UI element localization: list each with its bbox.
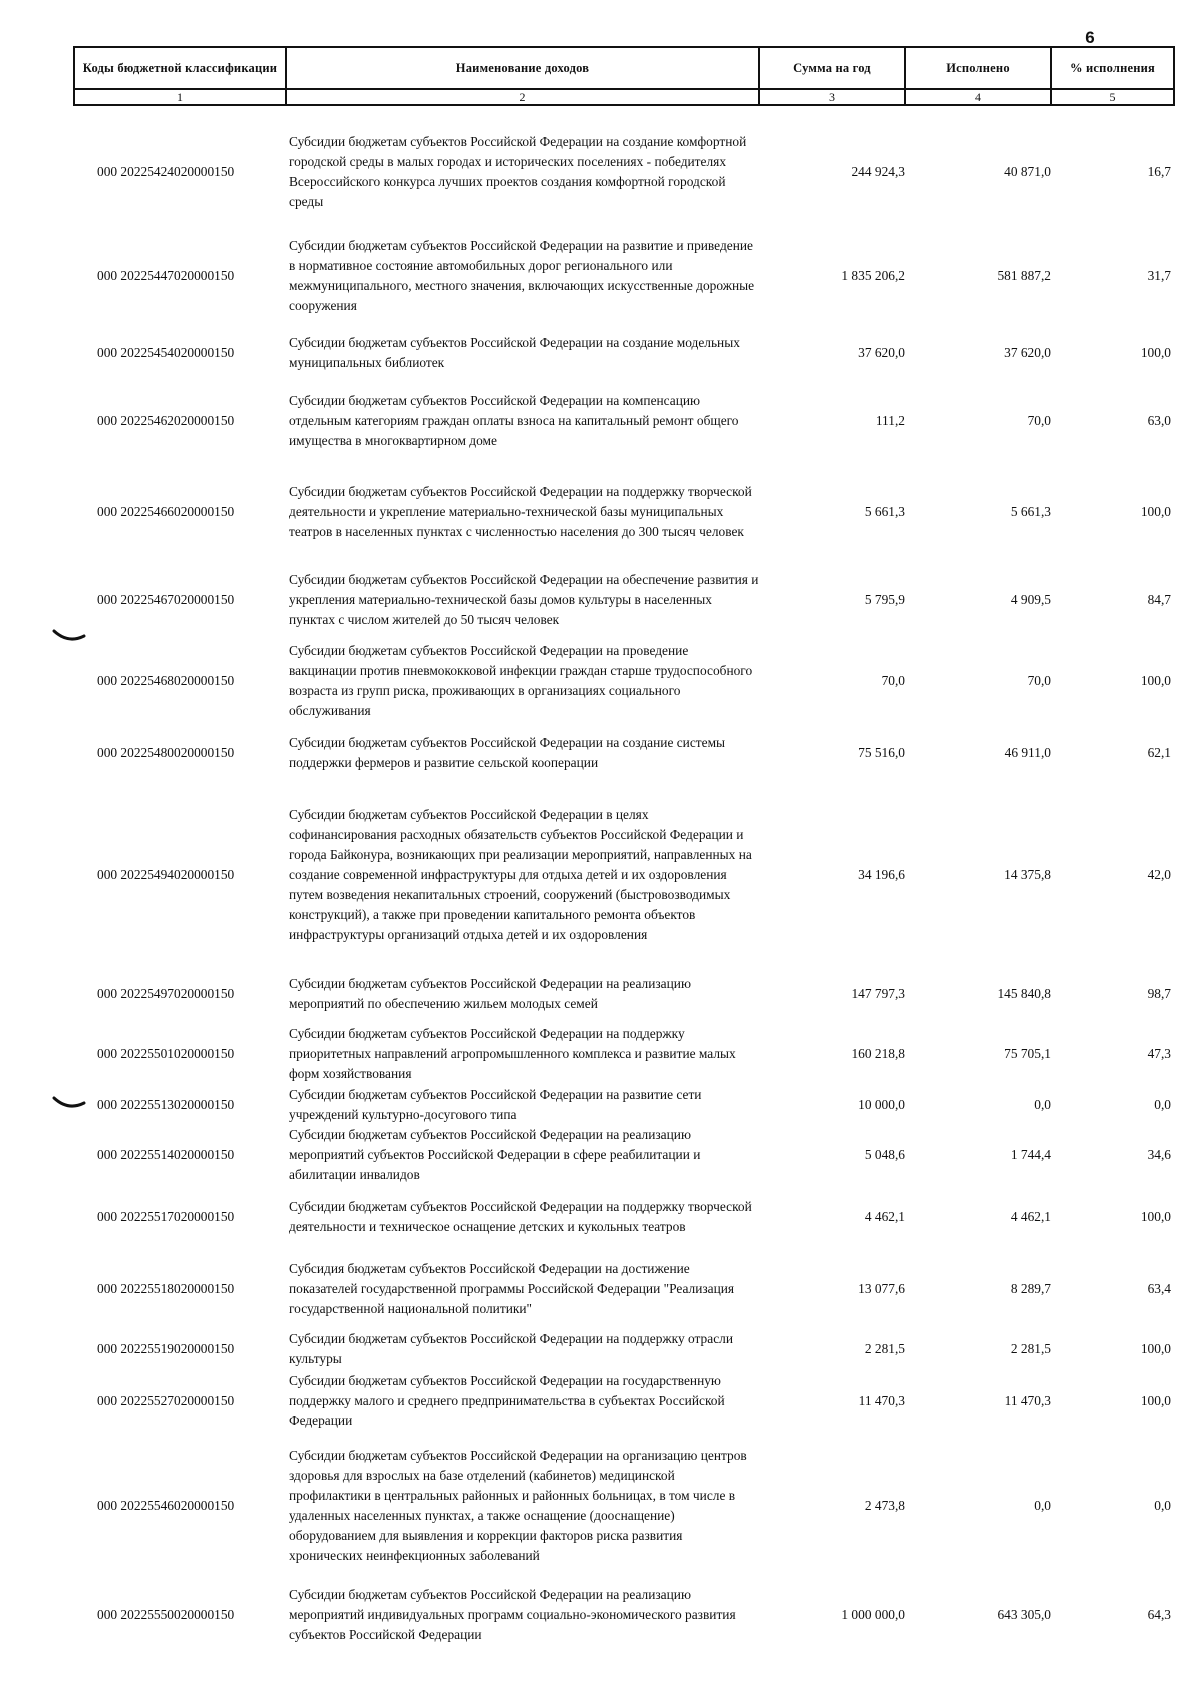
- execution-percent-cell: 0,0: [1154, 1097, 1171, 1112]
- executed-amount-cell: 643 305,0: [997, 1607, 1051, 1622]
- table-row: [73, 464, 1173, 559]
- annual-amount-cell: 2 281,5: [864, 1341, 905, 1356]
- table-row: [73, 721, 1173, 784]
- executed-amount-cell: 8 289,7: [1010, 1280, 1051, 1296]
- annual-amount-cell: 70,0: [881, 673, 905, 688]
- budget-code-cell: 000 20225518020000150: [97, 1280, 235, 1296]
- budget-code-cell: 000 20225466020000150: [97, 503, 235, 519]
- revenue-name-cell: Субсидии бюджетам субъектов Российской Федерации на обеспечение развития и укрепления материально-технической базы домов культуры в населенных пунктах с числом жителей до 50 тысяч человек: [289, 572, 759, 627]
- budget-code-cell: 000 20225519020000150: [97, 1341, 235, 1356]
- annual-amount-cell: 4 462,1: [864, 1208, 905, 1224]
- revenue-name-cell: Субсидии бюджетам субъектов Российской Федерации на организацию центров здоровья для взрослых на базе отделений (кабинетов) медицинской профилактики в центральных районных и районных больницах, в том числе в удаленных населенных пунктах, а также оснащение (дооснащение) оборудованием для выявления и коррекции факторов риска развития хронических неинфекционных заболеваний: [289, 1447, 747, 1563]
- table-row: [73, 966, 1173, 1022]
- executed-amount-cell: 581 887,2: [997, 268, 1051, 283]
- executed-amount-cell: 4 462,1: [1010, 1208, 1051, 1224]
- executed-amount-cell: 46 911,0: [1004, 744, 1051, 760]
- execution-percent-cell: 62,1: [1147, 744, 1171, 760]
- annual-amount-cell: 5 795,9: [864, 592, 905, 607]
- table-row: [73, 1022, 1173, 1085]
- annual-amount-cell: 1 835 206,2: [841, 268, 905, 283]
- execution-percent-cell: 100,0: [1140, 345, 1171, 360]
- annual-amount-cell: 11 470,3: [858, 1392, 905, 1408]
- execution-percent-cell: 100,0: [1140, 1208, 1171, 1224]
- execution-percent-cell: 100,0: [1140, 673, 1171, 688]
- annual-amount-cell: 10 000,0: [858, 1097, 905, 1112]
- annual-amount-cell: 244 924,3: [851, 164, 905, 179]
- execution-percent-cell: 98,7: [1147, 986, 1171, 1001]
- execution-percent-cell: 0,0: [1154, 1497, 1171, 1513]
- column-header-code: Коды бюджетной классификации: [74, 47, 286, 89]
- revenue-table: [73, 120, 1173, 1651]
- revenue-name-cell: Субсидии бюджетам субъектов Российской Федерации в целях софинансирования расходных обязательств субъектов Российской Федерации и города Байконура, возникающих при реализации мероприятий, направленных на создание современной инфраструктуры для отдыха детей и их оздоровления путем возведения некапитальных строений, сооружений (быстровозводимых конструкций), а также при проведении капитального ремонта объектов инфраструктуры организаций отдыха детей и их оздоровления: [289, 807, 752, 942]
- execution-percent-cell: 63,0: [1147, 413, 1171, 428]
- executed-amount-cell: 40 871,0: [1004, 164, 1051, 179]
- annual-amount-cell: 37 620,0: [858, 345, 905, 360]
- table-row: [73, 328, 1173, 378]
- revenue-name-cell: Субсидии бюджетам субъектов Российской Федерации на поддержку приоритетных направлений агропромышленного комплекса и развитие малых форм хозяйствования: [289, 1025, 736, 1081]
- revenue-name-cell: Субсидии бюджетам субъектов Российской Федерации на создание комфортной городской среды в малых городах и исторических поселениях - победителях Всероссийского конкурса лучших проектов создания комфортной городской среды: [289, 134, 747, 209]
- executed-amount-cell: 75 705,1: [1004, 1045, 1051, 1061]
- table-header: [73, 46, 1175, 106]
- table-row: [73, 1369, 1173, 1432]
- table-row: [73, 224, 1173, 328]
- revenue-name-cell: Субсидии бюджетам субъектов Российской Федерации на создание модельных муниципальных библиотек: [289, 335, 740, 370]
- table-row: [73, 641, 1173, 721]
- table-row: [73, 559, 1173, 641]
- budget-code-cell: 000 20225447020000150: [97, 268, 235, 283]
- revenue-name-cell: Субсидии бюджетам субъектов Российской Федерации на развитие и приведение в нормативное состояние автомобильных дорог регионального или межмуниципального, местного значения, включающих искусственные дорожные сооружения: [289, 238, 755, 313]
- annual-amount-cell: 111,2: [875, 413, 905, 428]
- column-header-executed: Исполнено: [905, 47, 1051, 89]
- column-number-row: [74, 89, 1174, 105]
- table-row: [73, 378, 1173, 464]
- table-row: [73, 1432, 1173, 1579]
- executed-amount-cell: 0,0: [1034, 1097, 1051, 1112]
- annual-amount-cell: 160 218,8: [851, 1045, 905, 1061]
- budget-code-cell: 000 20225454020000150: [97, 345, 235, 360]
- executed-amount-cell: 70,0: [1027, 673, 1051, 688]
- executed-amount-cell: 11 470,3: [1004, 1392, 1051, 1408]
- column-number: 4: [905, 89, 1051, 105]
- table-row: [73, 1085, 1173, 1125]
- annual-amount-cell: 34 196,6: [858, 867, 905, 882]
- annual-amount-cell: 1 000 000,0: [841, 1607, 905, 1622]
- executed-amount-cell: 14 375,8: [1004, 867, 1051, 882]
- budget-code-cell: 000 20225501020000150: [97, 1045, 235, 1061]
- scan-artifact-mark: [52, 1095, 86, 1111]
- budget-code-cell: 000 20225462020000150: [97, 413, 235, 428]
- execution-percent-cell: 31,7: [1147, 268, 1171, 283]
- annual-amount-cell: 5 661,3: [864, 503, 905, 519]
- revenue-name-cell: Субсидии бюджетам субъектов Российской Федерации на поддержку творческой деятельности и укрепление материально-технической базы муниципальных театров в населенных пунктах с численностью населения до 300 тысяч человек: [289, 483, 752, 539]
- revenue-name-cell: Субсидии бюджетам субъектов Российской Федерации на реализацию мероприятий по обеспечению жильем молодых семей: [289, 976, 691, 1011]
- executed-amount-cell: 2 281,5: [1010, 1341, 1051, 1356]
- executed-amount-cell: 0,0: [1034, 1497, 1051, 1513]
- budget-code-cell: 000 20225514020000150: [97, 1147, 235, 1162]
- column-header-name: Наименование доходов: [286, 47, 759, 89]
- revenue-name-cell: Субсидии бюджетам субъектов Российской Федерации на государственную поддержку малого и среднего предпринимательства в субъектах Российской Федерации: [289, 1372, 725, 1428]
- budget-code-cell: 000 20225513020000150: [97, 1097, 235, 1112]
- execution-percent-cell: 64,3: [1147, 1607, 1171, 1622]
- execution-percent-cell: 34,6: [1147, 1147, 1171, 1162]
- table-row: [73, 784, 1173, 966]
- budget-code-cell: 000 20225494020000150: [97, 867, 235, 882]
- executed-amount-cell: 1 744,4: [1010, 1147, 1051, 1162]
- budget-code-cell: 000 20225467020000150: [97, 592, 235, 607]
- annual-amount-cell: 5 048,6: [864, 1147, 905, 1162]
- executed-amount-cell: 37 620,0: [1004, 345, 1051, 360]
- revenue-name-cell: Субсидии бюджетам субъектов Российской Федерации на создание системы поддержки фермеров и развитие сельской кооперации: [289, 734, 726, 770]
- revenue-name-cell: Субсидия бюджетам субъектов Российской Федерации на достижение показателей государственной программы Российской Федерации "Реализация государственной национальной политики": [289, 1260, 735, 1316]
- column-number: 2: [286, 89, 759, 105]
- revenue-name-cell: Субсидии бюджетам субъектов Российской Федерации на развитие сети учреждений культурно-досугового типа: [289, 1087, 702, 1122]
- execution-percent-cell: 84,7: [1147, 592, 1171, 607]
- budget-code-cell: 000 20225546020000150: [97, 1497, 235, 1513]
- budget-code-cell: 000 20225468020000150: [97, 673, 235, 688]
- budget-code-cell: 000 20225527020000150: [97, 1392, 235, 1408]
- execution-percent-cell: 42,0: [1147, 867, 1171, 882]
- table-row: [73, 1248, 1173, 1329]
- annual-amount-cell: 2 473,8: [864, 1497, 905, 1513]
- annual-amount-cell: 147 797,3: [851, 986, 905, 1001]
- column-header-percent: % исполнения: [1051, 47, 1174, 89]
- table-row: [73, 120, 1173, 224]
- execution-percent-cell: 16,7: [1147, 164, 1171, 179]
- page-number: 6: [1085, 28, 1095, 47]
- revenue-name-cell: Субсидии бюджетам субъектов Российской Федерации на поддержку творческой деятельности и техническое оснащение детских и кукольных театров: [289, 1198, 752, 1234]
- column-number: 3: [759, 89, 905, 105]
- budget-code-cell: 000 20225480020000150: [97, 744, 235, 760]
- budget-code-cell: 000 20225497020000150: [97, 986, 235, 1001]
- annual-amount-cell: 13 077,6: [858, 1280, 905, 1296]
- column-number: 5: [1051, 89, 1174, 105]
- executed-amount-cell: 4 909,5: [1010, 592, 1051, 607]
- execution-percent-cell: 100,0: [1140, 503, 1171, 519]
- header-row: [74, 47, 1174, 89]
- executed-amount-cell: 145 840,8: [997, 986, 1051, 1001]
- revenue-name-cell: Субсидии бюджетам субъектов Российской Федерации на поддержку отрасли культуры: [289, 1331, 733, 1366]
- revenue-name-cell: Субсидии бюджетам субъектов Российской Федерации на проведение вакцинации против пневмококковой инфекции граждан старше трудоспособного возраста из групп риска, проживающих в организациях социального обслуживания: [289, 643, 753, 718]
- annual-amount-cell: 75 516,0: [858, 744, 905, 760]
- table-row: [73, 1329, 1173, 1369]
- budget-code-cell: 000 20225424020000150: [97, 164, 235, 179]
- scan-artifact-mark: [52, 628, 86, 644]
- table-row: [73, 1125, 1173, 1185]
- table-row: [73, 1579, 1173, 1651]
- execution-percent-cell: 100,0: [1140, 1392, 1171, 1408]
- revenue-name-cell: Субсидии бюджетам субъектов Российской Федерации на реализацию мероприятий индивидуальных программ социально-экономического развития субъектов Российской Федерации: [289, 1587, 736, 1642]
- table-row: [73, 1185, 1173, 1248]
- execution-percent-cell: 100,0: [1140, 1341, 1171, 1356]
- execution-percent-cell: 63,4: [1147, 1280, 1171, 1296]
- revenue-name-cell: Субсидии бюджетам субъектов Российской Федерации на реализацию мероприятий субъектов Российской Федерации в сфере реабилитации и абилитации инвалидов: [289, 1127, 701, 1182]
- column-header-amount: Сумма на год: [759, 47, 905, 89]
- column-number: 1: [74, 89, 286, 105]
- revenue-name-cell: Субсидии бюджетам субъектов Российской Федерации на компенсацию отдельным категориям граждан оплаты взноса на капитальный ремонт общего имущества в многоквартирном доме: [289, 393, 739, 448]
- executed-amount-cell: 5 661,3: [1010, 503, 1051, 519]
- execution-percent-cell: 47,3: [1147, 1045, 1171, 1061]
- executed-amount-cell: 70,0: [1027, 413, 1051, 428]
- budget-code-cell: 000 20225550020000150: [97, 1607, 235, 1622]
- budget-code-cell: 000 20225517020000150: [97, 1208, 235, 1224]
